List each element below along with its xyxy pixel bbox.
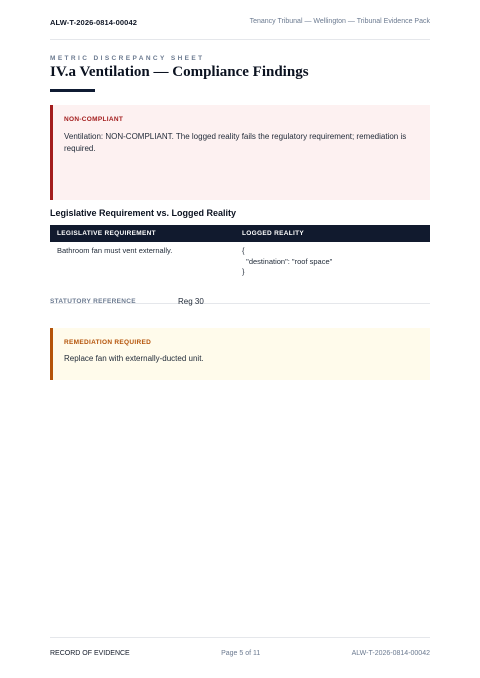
- statutory-reference: [50, 297, 204, 306]
- document-source: Tenancy Tribunal — Wellington — Tribunal Evidence Pack: [249, 18, 430, 25]
- logged-cell: [235, 242, 430, 303]
- footer-record-label: RECORD OF EVIDENCE: [50, 650, 130, 657]
- section-eyebrow: METRIC DISCREPANCY SHEET: [50, 55, 205, 62]
- remediation-callout: [50, 328, 430, 380]
- finding-callout: [50, 105, 430, 200]
- statutory-label: STATUTORY REFERENCE: [50, 298, 136, 305]
- page-header: [50, 18, 430, 40]
- column-header-requirement: LEGISLATIVE REQUIREMENT: [50, 225, 235, 242]
- document-id: ALW-T-2026-0814-00042: [50, 18, 137, 27]
- page-title: IV.a Ventilation — Compliance Findings: [50, 64, 309, 80]
- requirement-cell: Bathroom fan must vent externally.: [50, 242, 235, 303]
- logged-json: { "destination": "roof space" }: [242, 246, 333, 276]
- remediation-text: Replace fan with externally-ducted unit.: [64, 354, 204, 363]
- footer-document-id: ALW-T-2026-0814-00042: [351, 650, 430, 657]
- comparison-table: [50, 225, 430, 304]
- comparison-heading: Legislative Requirement vs. Logged Reality: [50, 208, 237, 218]
- page-footer: [50, 637, 430, 667]
- table-header-row: [50, 225, 430, 242]
- title-underline: [50, 89, 95, 92]
- statutory-value: Reg 30: [178, 297, 204, 306]
- remediation-label: REMEDIATION REQUIRED: [64, 339, 152, 346]
- page-number: Page 5 of 11: [221, 650, 261, 657]
- table-row: [50, 242, 430, 303]
- column-header-logged: LOGGED REALITY: [235, 225, 430, 242]
- finding-text: Ventilation: NON-COMPLIANT. The logged reality fails the regulatory requirement; remediation is required.: [64, 132, 407, 153]
- finding-status-label: NON-COMPLIANT: [64, 116, 124, 123]
